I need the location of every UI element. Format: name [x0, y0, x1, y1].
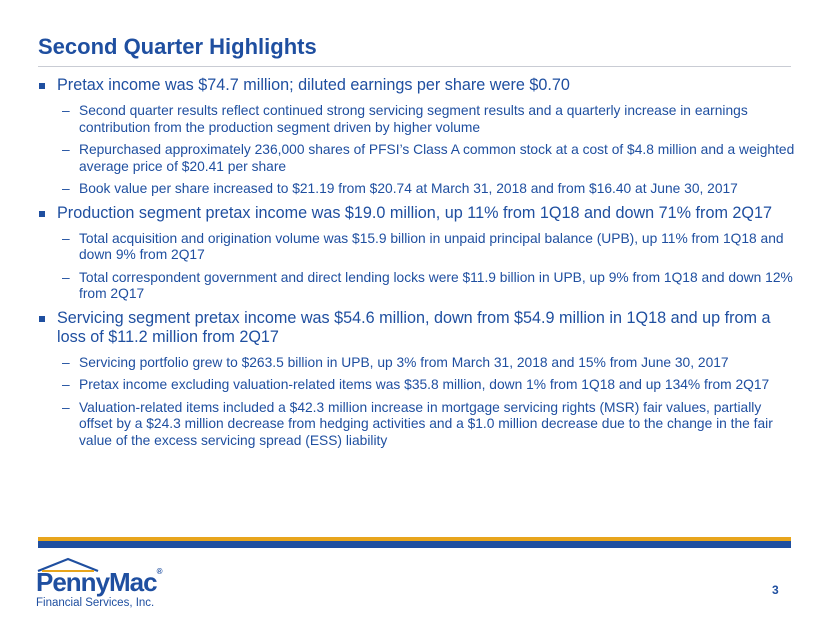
bullet-production-segment [38, 204, 798, 223]
sub-bullet [38, 270, 798, 303]
title-divider [38, 66, 791, 67]
dash-icon: – [62, 103, 70, 118]
logo-wordmark [36, 567, 163, 598]
logo-subtitle: Financial Services, Inc. [36, 597, 155, 609]
bullet-text: Production segment pretax income was $19.0 million, up 11% from 1Q18 and down 71% from 2Q17 [57, 203, 773, 222]
sub-bullet [38, 355, 798, 372]
sub-bullet [38, 181, 798, 198]
bullet-pretax-income [38, 76, 798, 95]
sub-bullet-text: Total acquisition and origination volume was $15.9 billion in unpaid principal balance (UPB), up 11% from 1Q18 and down 9% from 2Q17 [79, 230, 784, 262]
dash-icon: – [62, 354, 70, 370]
registered-mark: ® [156, 567, 163, 576]
sub-bullet [38, 231, 798, 264]
bullet-square-icon [39, 211, 45, 217]
bullet-square-icon [39, 83, 45, 89]
sub-bullet [38, 400, 798, 450]
sub-bullet [38, 377, 798, 394]
dash-icon: – [62, 142, 70, 157]
logo-name-text: PennyMac [36, 567, 157, 597]
sub-bullet [38, 103, 798, 136]
bullet-servicing-segment [38, 309, 798, 347]
sub-bullet [38, 142, 798, 175]
bullet-text: Pretax income was $74.7 million; diluted earnings per share were $0.70 [57, 76, 570, 94]
sub-bullet-text: Valuation-related items included a $42.3 million increase in mortgage servicing rights (MSR) fair values, partially offset by a $24.3 million decrease from hedging activities and a $1.0 million decrease due to the change in the fair value of the excess servicing spread (ESS) liability [79, 399, 773, 448]
sub-bullet-text: Pretax income excluding valuation-related items was $35.8 million, down 1% from 1Q18 and up 134% from 2Q17 [79, 377, 770, 392]
dash-icon: – [62, 230, 70, 246]
company-logo [34, 557, 184, 613]
sub-bullet-text: Repurchased approximately 236,000 shares of PFSI’s Class A common stock at a cost of $4.8 million and a weighted average price of $20.41 per share [79, 142, 795, 174]
bullet-text: Servicing segment pretax income was $54.6 million, down from $54.9 million in 1Q18 and up from a loss of $11.2 million from 2Q17 [57, 308, 771, 346]
sub-bullet-text: Total correspondent government and direct lending locks were $11.9 billion in UPB, up 9% from 1Q18 and down 12% from 2Q17 [79, 269, 793, 301]
dash-icon: – [62, 269, 70, 285]
sub-bullet-text: Servicing portfolio grew to $263.5 billion in UPB, up 3% from March 31, 2018 and 15% from June 30, 2017 [79, 354, 729, 370]
dash-icon: – [62, 377, 70, 392]
footer-blue-rule [38, 541, 791, 548]
sub-bullet-text: Book value per share increased to $21.19 from $20.74 at March 31, 2018 and from $16.40 at June 30, 2017 [79, 181, 738, 196]
highlights-list [38, 76, 798, 455]
sub-bullet-text: Second quarter results reflect continued strong servicing segment results and a quarterly increase in earnings contribution from the production segment driven by higher volume [79, 103, 748, 135]
dash-icon: – [62, 399, 70, 415]
page-number: 3 [772, 583, 779, 597]
bullet-square-icon [39, 316, 45, 322]
dash-icon: – [62, 181, 70, 196]
page-title: Second Quarter Highlights [38, 34, 317, 59]
